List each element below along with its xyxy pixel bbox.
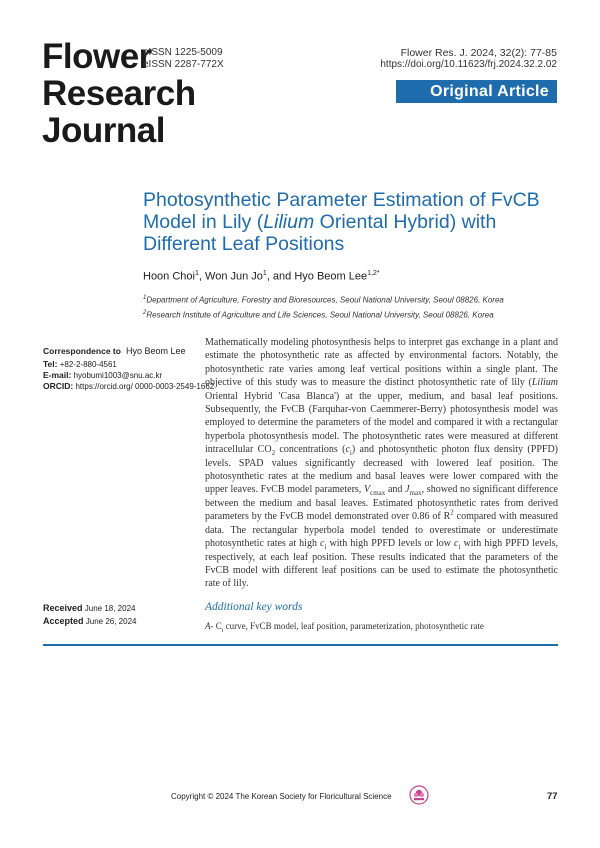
corr-label: Correspondence to	[43, 346, 121, 356]
abstract-italic: V	[363, 484, 371, 496]
corr-tel	[43, 359, 214, 370]
received-date	[43, 602, 136, 615]
doi-link[interactable]: https://doi.org/10.11623/frj.2024.32.2.02	[380, 59, 557, 70]
corr-email-label: E-mail:	[43, 370, 72, 380]
author-affil-mark: 1	[262, 270, 267, 277]
page-number: 77	[547, 791, 558, 802]
abstract-italic: J	[405, 484, 410, 496]
corr-orcid-value[interactable]: https://orcid.org/ 0000-0003-2549-1662	[75, 382, 215, 391]
affil-mark: 2	[143, 309, 147, 316]
corr-email	[43, 370, 214, 381]
author-list: Hoon Choi$^1$, Won Jun Jo$^1$, and Hyo Beom Lee$^{1,2*}$	[143, 270, 380, 283]
affiliation	[143, 307, 504, 322]
section-divider	[43, 644, 558, 646]
copyright: Copyright © 2024 The Korean Society for Floricultural Science	[171, 792, 392, 801]
author-name: Hoon Choi	[143, 270, 195, 283]
abstract-text: concentrations (	[275, 444, 346, 456]
author-name: Won Jun Jo	[205, 270, 263, 283]
abstract-sub: 2	[271, 449, 276, 458]
title-line: Different Leaf Positions	[143, 233, 345, 255]
title-italic: Lilium	[263, 211, 315, 233]
received-value: June 18, 2024	[84, 604, 136, 613]
journal-name-line: Journal	[42, 111, 165, 150]
accepted-value: June 26, 2024	[85, 617, 137, 626]
keyword-italic: A	[205, 621, 211, 631]
abstract-italic: c	[345, 444, 350, 456]
journal-name-line: Research	[42, 74, 196, 113]
keyword-sub: i	[221, 627, 224, 634]
correspondence-block	[43, 346, 214, 392]
abstract-sub: i	[324, 543, 327, 552]
keyword-part: - C	[210, 621, 222, 631]
abstract-sub: cmax	[370, 489, 386, 498]
abstract-text: Oriental Hybrid 'Casa Blanca') at the upper, medium, and basal leaf positions. Subsequently, the FvCB (Farquhar-von Caemmerer-Berry) photosynthesis model was employed to determine the parameters of the model and compared it with a rectangular hyperbola photosynthesis model. The photosynthetic rates were measured at different intracellular CO	[205, 390, 558, 456]
article-type-badge: Original Article	[396, 80, 557, 103]
abstract-italic: c	[454, 538, 459, 550]
corr-tel-label: Tel:	[43, 359, 58, 369]
article-title	[143, 189, 563, 255]
abstract-text: ) and photosynthetic photon flux density (PPFD) levels. SPAD values significantly decreased with lowered leaf position. The photosynthetic rates at the medium and basal leaves were lower compared with the upper leaves. FvCB model parameters,	[205, 444, 559, 496]
abstract-sup: 2	[450, 508, 454, 517]
issn-block	[143, 47, 224, 71]
abstract-text: with high PPFD levels, respectively, at each leaf position. These results indicated that the parameters of the FvCB model with different leaf positions can be used to estimate the photosynthetic rate of lily.	[205, 538, 558, 590]
title-part: Model in Lily (	[143, 211, 264, 233]
abstract-text: and	[385, 484, 406, 496]
keyword-part: curve, FvCB model, leaf position, parameterization, photosynthetic rate	[223, 621, 484, 631]
title-part: Oriental Hybrid) with	[314, 211, 497, 233]
citation-ref: Flower Res. J. 2024, 32(2): 77-85	[400, 47, 557, 59]
affil-mark: 1	[143, 295, 147, 301]
abstract-italic: c	[320, 538, 325, 550]
affiliation	[143, 292, 504, 307]
corr-name: Hyo Beom Lee	[125, 346, 186, 356]
title-line: Photosynthetic Parameter Estimation of FvCB	[143, 189, 540, 211]
abstract-text: , showed no significant difference between the medium and basal leaves. Estimated photosynthetic rates from derived parameters by the FvCB model demonstrated over 0.86 of R	[205, 484, 558, 523]
keywords-text	[205, 621, 484, 634]
author-name: Hyo Beom Lee	[294, 270, 368, 283]
keywords-heading: Additional key words	[205, 601, 303, 613]
abstract-text: with high PPFD levels or low	[326, 538, 455, 550]
corr-orcid	[43, 381, 214, 392]
abstract-sub: max	[409, 489, 422, 498]
corr-heading	[43, 346, 214, 357]
accepted-date	[43, 615, 136, 628]
author-affil-mark: 1,2*	[367, 270, 380, 277]
corr-tel-value: +82-2-880-4561	[59, 360, 117, 369]
abstract	[205, 336, 558, 591]
eissn: eISSN 2287-772X	[143, 59, 224, 70]
abstract-sub: i	[349, 449, 352, 458]
received-label: Received	[43, 603, 83, 613]
author-affil-mark: 1	[194, 270, 199, 277]
abstract-italic: Lilium	[531, 377, 558, 389]
accepted-label: Accepted	[43, 616, 84, 626]
pissn: pISSN 1225-5009	[143, 47, 223, 58]
affiliations	[143, 292, 504, 321]
abstract-text: Mathematically modeling photosynthesis helps to interpret gas exchange in a plant and estimate the photosynthetic rate as affected by environmental factors. Notably, the photosynthetic rate varies among leaf vertical positions within a single plant. The objective of this study was to measure the distinct photosynthetic rate of lily (	[205, 337, 558, 389]
affil-text: Research Institute of Agriculture and Life Sciences, Seoul National University, Seoul 08826, Korea	[146, 310, 494, 320]
corr-orcid-label: ORCID:	[43, 381, 74, 391]
society-seal-icon	[409, 785, 429, 805]
citation-block	[380, 47, 557, 71]
affil-text: Department of Agriculture, Forestry and Bioresources, Seoul National University, Seoul 08826, Korea	[146, 295, 504, 305]
journal-name-line: Flower	[42, 37, 152, 76]
dates-block	[43, 602, 136, 628]
abstract-sub: i	[458, 543, 461, 552]
corr-email-value[interactable]: hyobumi1003@snu.ac.kr	[73, 371, 163, 380]
abstract-text: compared with measured data. The rectangular hyperbola model tended to overestimate or underestimate photosynthetic rates at high	[205, 511, 558, 550]
title-line	[143, 211, 563, 233]
